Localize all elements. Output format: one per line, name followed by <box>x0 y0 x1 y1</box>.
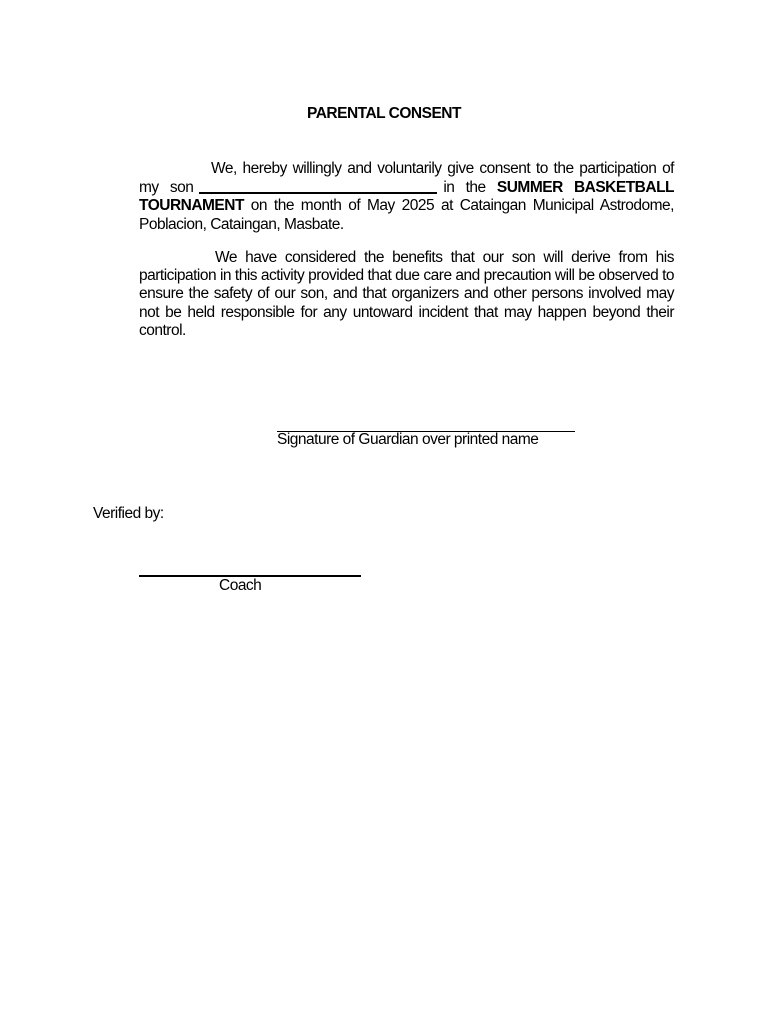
son-name-blank <box>199 178 437 194</box>
verified-by-label: Verified by: <box>93 505 164 522</box>
document-title: PARENTAL CONSENT <box>307 105 461 122</box>
consent-text-intro: We, hereby willingly and voluntarily give consent to the participation of my son <box>139 160 674 197</box>
coach-label: Coach <box>219 577 262 594</box>
guardian-signature-label: Signature of Guardian over printed name <box>277 431 539 448</box>
event-name: SUMMER BASKETBALL TOURNAMENT <box>139 179 675 215</box>
benefits-paragraph: We have considered the benefits that our son will derive from his participation in this activity provided that due care and precaution will be observed to ensure the safety of our son, and that organizers and other persons involved may not be held responsible for any untoward incident that may happen beyond their control. <box>139 249 674 339</box>
consent-text-details: on the month of May 2025 at Cataingan Municipal Astrodome, Poblacion, Cataingan, Masbate. <box>139 197 674 233</box>
consent-text-in-the: in the <box>443 179 486 197</box>
consent-paragraph <box>139 160 674 234</box>
